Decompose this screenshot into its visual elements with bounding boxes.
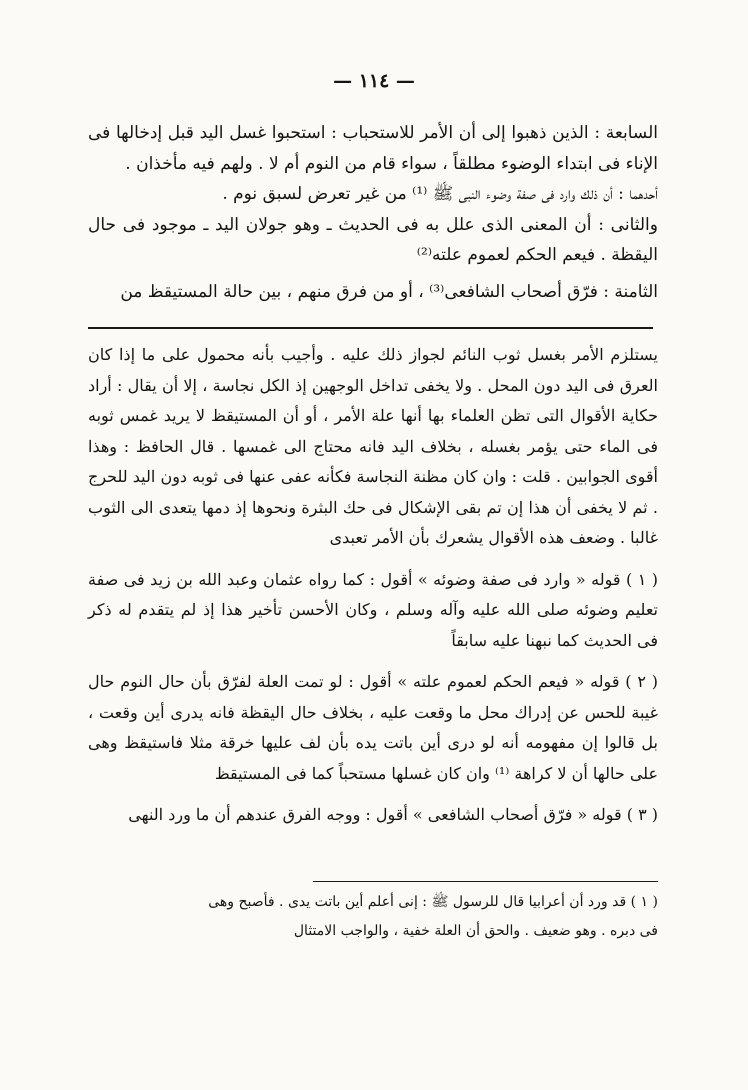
paragraph-seventh: السابعة : الذين ذهبوا إلى أن الأمر للاستحباب : استحبوا غسل اليد قبل إدخالها فى الإناء فى ابتداء الوضوء مطلقاً ، سواء قام من النوم أم لا . ولهم فيه مأخذان . [88, 123, 658, 174]
commentary-continuation: يستلزم الأمر بغسل ثوب النائم لجواز ذلك عليه . وأجيب بأنه محمول على ما إذا كان العرق فى اليد دون المحل . ولا يخفى تداخل الوجهين إذ الكل نجاسة ، إلا أن يقال : أراد حكاية الأقوال التى تظن العلماء بها أنها علة الأمر ، أو أن المستيقظ لا يريد غمس ثوبه فى الماء حتى يؤمر بغسله ، بخلاف اليد فانه محتاج الى غمسها . قال الحافظ : وهذا أقوى الجوابين . قلت : وان كان مظنة النجاسة فكأنه عفى عنها فى ثوبه دون اليد للحرج . ثم لا يخفى أن هذا إن تم بقى الإشكال فى حك البثرة ونحوها إذ دمها يتعدى الى الثوب غالبا . وضعف هذه الأقوال يشعرك بأن الأمر تعبدى [88, 345, 658, 547]
commentary-note-2: ( ٢ ) قوله « فيعم الحكم لعموم علته » أقول : لو تمت العلة لفرّق بأن حال النوم حال غيبة للحس عن إدراك محل ما وقعت عليه ، بخلاف حال اليقظة فانه يدرى أين وقعت ، بل قالوا إن مفهومه أنه لو درى أين باتت يده بأن لف عليها خرقة مثلا فاستيقظ وهى على حالها أن لا كراهة ⁽¹⁾ وان كان غسلها مستحباً كما فى المستيقظ [88, 672, 658, 783]
footnote-line-2: فى دبره . وهو ضعيف . والحق أن العلة خفية ، والواجب الامتثال [293, 923, 658, 939]
commentary-note-3: ( ٣ ) قوله « فرّق أصحاب الشافعى » أقول : ووجه الفرق عندهم أن ما ورد النهى [128, 805, 658, 824]
section-divider [88, 327, 653, 329]
commentary-section [88, 340, 658, 831]
paragraph-eighth: الثامنة : فرّق أصحاب الشافعى⁽³⁾ ، أو من فرق منهم ، بين حالة المستيقظ من [120, 281, 658, 302]
commentary-note-1: ( ١ ) قوله « وارد فى صفة وضوئه » أقول : كما رواه عثمان وعبد الله بن زيد فى صفة تعليم وضوئه صلى الله عليه وآله وسلم ، وكان الأحسن تأخير هذا إذ لم يتقدم له ذكر فى الحديث كما نبهنا عليه سابقاً [88, 569, 659, 650]
main-text [88, 118, 658, 307]
page-number: — ١١٤ — [333, 70, 415, 92]
footnote-divider [313, 881, 658, 882]
paragraph-second-reason: والثانى : أن المعنى الذى علل به فى الحديث ـ وهو جولان اليد ـ موجود فى حال اليقظة . فيعم الحكم لعموم علته⁽²⁾ [88, 214, 658, 265]
footnote-section [88, 888, 658, 946]
footnote-line-1: ( ١ ) قد ورد أن أعرابيا قال للرسول ﷺ : إنى أعلم أين باتت يدى . فأصبح وهى [208, 894, 658, 910]
paragraph-first-reason: أحدهما : أن ذلك وارد فى صفة وضوء النبى ﷺ ⁽¹⁾ من غير تعرض لسبق نوم . [222, 184, 658, 204]
